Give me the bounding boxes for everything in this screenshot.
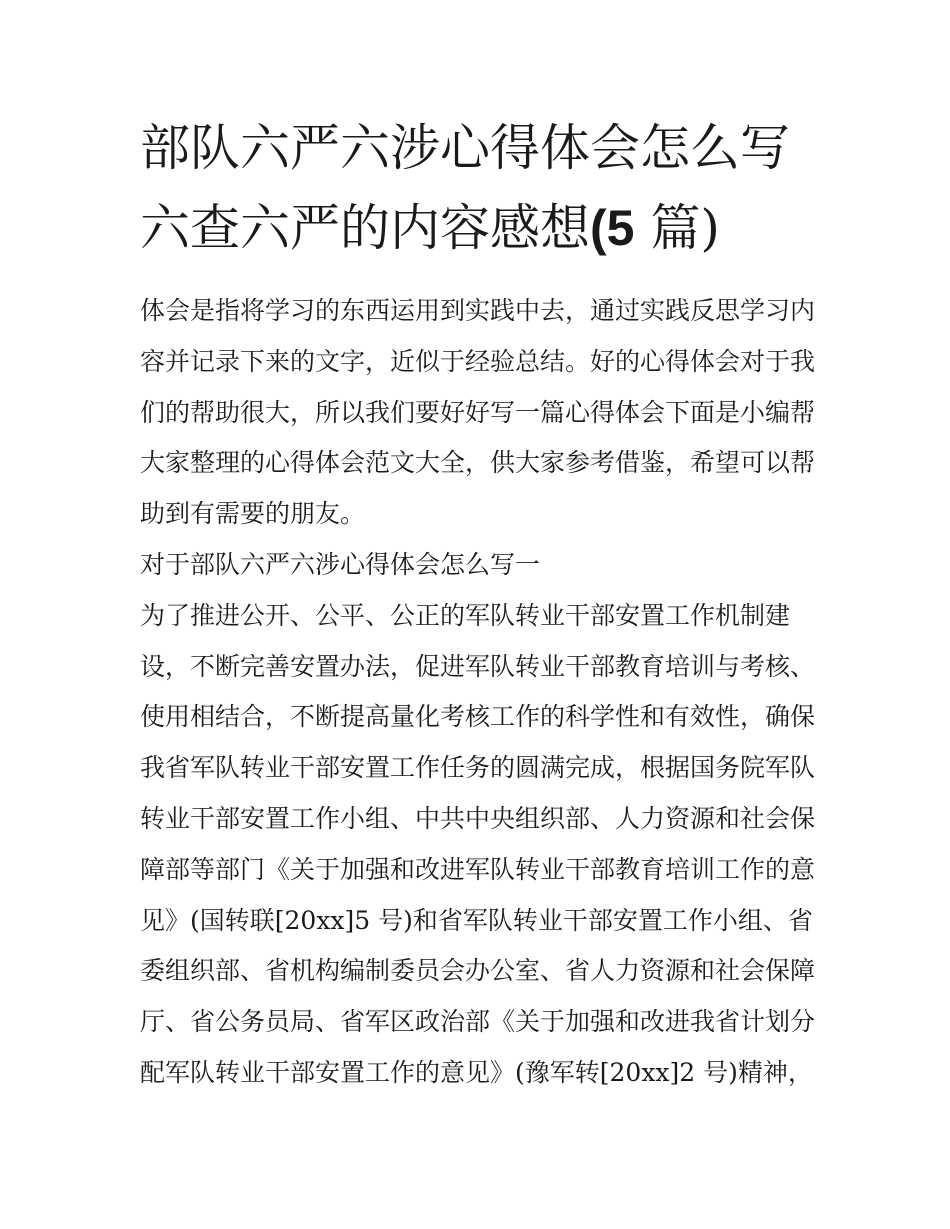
title-line-1: 部队六严六涉心得体会怎么写: [140, 119, 790, 177]
title-line-2: [140, 188, 820, 268]
body-line: 使用相结合，不断提高量化考核工作的科学性和有效性，确保: [140, 702, 816, 732]
section-heading-block: [140, 540, 820, 591]
intro-line: 们的帮助很大，所以我们要好好写一篇心得体会下面是小编帮: [140, 397, 816, 427]
body-line: 见》(国转联[20xx]5 号)和省军队转业干部安置工作小组、省: [140, 905, 813, 935]
body-line: 设，不断完善安置办法，促进军队转业干部教育培训与考核、: [140, 651, 816, 681]
document-title: [140, 108, 820, 268]
title-line-2-suffix: 篇): [650, 199, 720, 257]
section-heading: 对于部队六严六涉心得体会怎么写一: [140, 549, 541, 579]
intro-line: 容并记录下来的文字，近似于经验总结。好的心得体会对于我: [140, 346, 816, 376]
body-line: 委组织部、省机构编制委员会办公室、省人力资源和社会保障: [140, 956, 816, 986]
body-line: 配军队转业干部安置工作的意见》(豫军转[20xx]2 号)精神，: [140, 1057, 813, 1087]
title-line-2-text: 六查六严的内容感想: [140, 199, 590, 257]
intro-line: 体会是指将学习的东西运用到实践中去，通过实践反思学习内: [140, 296, 816, 325]
intro-line: 大家整理的心得体会范文大全，供大家参考借鉴，希望可以帮: [140, 448, 816, 478]
body-paragraph: [140, 591, 820, 1099]
document-content: [140, 108, 820, 1099]
body-line: 障部等部门《关于加强和改进军队转业干部教育培训工作的意: [140, 854, 816, 884]
body-line: 转业干部安置工作小组、中共中央组织部、人力资源和社会保: [140, 803, 816, 833]
body-line: 我省军队转业干部安置工作任务的圆满完成，根据国务院军队: [140, 753, 816, 783]
title-article-count: (5: [590, 200, 635, 256]
intro-paragraph: [140, 286, 820, 540]
body-line: 厅、省公务员局、省军区政治部《关于加强和改进我省计划分: [140, 1007, 816, 1037]
intro-line: 助到有需要的朋友。: [140, 499, 366, 529]
body-line: 为了推进公开、公平、公正的军队转业干部安置工作机制建: [140, 600, 791, 630]
